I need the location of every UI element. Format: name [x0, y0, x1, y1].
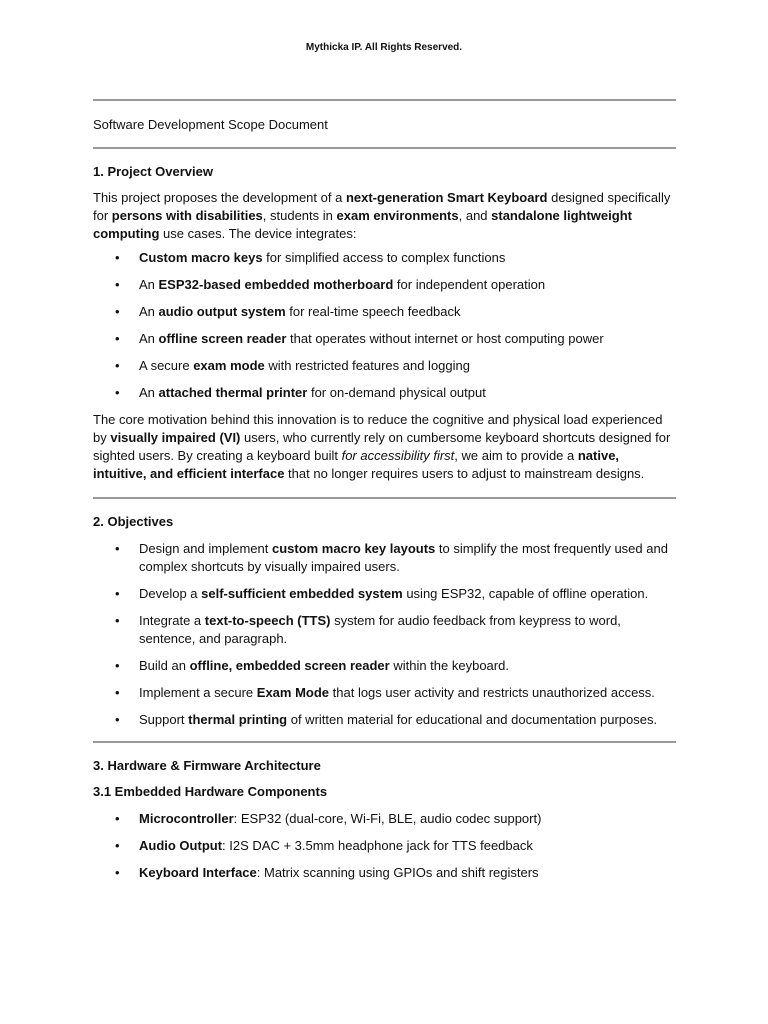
text-run: for simplified access to complex functions	[262, 250, 506, 265]
bullet-icon: •	[115, 331, 120, 346]
overview-feature-list	[93, 249, 676, 402]
text-run: : Matrix scanning using GPIOs and shift registers	[256, 865, 539, 880]
list-item	[93, 384, 676, 402]
section-heading-overview: 1. Project Overview	[93, 164, 213, 179]
bullet-icon: •	[115, 865, 120, 880]
list-item	[93, 303, 676, 321]
bullet-icon: •	[115, 358, 120, 373]
list-item	[93, 612, 676, 648]
text-run: next-generation Smart Keyboard	[345, 190, 548, 205]
text-run: system for audio feedback from keypress to word, sentence, and paragraph.	[139, 613, 621, 646]
text-run: Audio Output	[139, 838, 223, 853]
text-run: using ESP32, capable of offline operation.	[402, 586, 649, 601]
hardware-components-list	[93, 810, 676, 882]
list-item	[93, 585, 676, 603]
bullet-icon: •	[115, 685, 120, 700]
text-run: Design and implement	[139, 541, 272, 556]
text-run: custom macro key layouts	[271, 541, 436, 556]
section-heading-objectives: 2. Objectives	[93, 514, 174, 529]
overview-intro	[93, 189, 676, 243]
page-header: Mythicka IP. All Rights Reserved.	[305, 42, 463, 53]
text-run: Exam Mode	[256, 685, 330, 700]
text-run: This project proposes the development of a	[93, 190, 346, 205]
text-run: for real-time speech feedback	[285, 304, 461, 319]
text-run: Develop a	[139, 586, 202, 601]
document-body	[93, 99, 676, 891]
subsection-heading-hardware: 3.1 Embedded Hardware Components	[93, 784, 328, 799]
list-item	[93, 864, 676, 882]
text-run: : ESP32 (dual-core, Wi-Fi, BLE, audio codec support)	[233, 811, 542, 826]
text-run: native, intuitive, and efficient interface	[93, 448, 620, 481]
bullet-icon: •	[115, 586, 120, 601]
text-run: designed specifically for	[93, 190, 671, 223]
divider	[93, 99, 676, 101]
bullet-icon: •	[115, 304, 120, 319]
bullet-icon: •	[115, 811, 120, 826]
text-run: persons with disabilities	[111, 208, 263, 223]
text-run: : I2S DAC + 3.5mm headphone jack for TTS feedback	[222, 838, 533, 853]
divider	[93, 741, 676, 743]
text-run: attached thermal printer	[158, 385, 308, 400]
text-run: use cases. The device integrates:	[159, 226, 357, 241]
text-run: for independent operation	[393, 277, 546, 292]
bullet-icon: •	[115, 712, 120, 727]
list-item	[93, 657, 676, 675]
text-run: self-sufficient embedded system	[201, 586, 403, 601]
overview-closing	[93, 411, 676, 483]
text-run: that operates without internet or host computing power	[286, 331, 604, 346]
text-run: Support	[139, 712, 189, 727]
text-run: exam environments	[336, 208, 459, 223]
text-run: that no longer requires users to adjust to mainstream designs.	[284, 466, 645, 481]
bullet-icon: •	[115, 385, 120, 400]
text-run: , students in	[262, 208, 337, 223]
bullet-icon: •	[115, 658, 120, 673]
text-run: users, who currently rely on cumbersome keyboard shortcuts designed for sighted users. By creating a keyboard built	[93, 430, 671, 463]
text-run: thermal printing	[188, 712, 288, 727]
text-run: standalone lightweight computing	[93, 208, 632, 241]
text-run: , and	[458, 208, 492, 223]
bullet-icon: •	[115, 613, 120, 628]
text-run: of written material for educational and documentation purposes.	[287, 712, 658, 727]
text-run: offline, embedded screen reader	[189, 658, 390, 673]
text-run: within the keyboard.	[389, 658, 509, 673]
text-run: An	[139, 304, 159, 319]
bullet-icon: •	[115, 838, 120, 853]
text-run: for on-demand physical output	[307, 385, 486, 400]
text-run: offline screen reader	[158, 331, 287, 346]
text-run: with restricted features and logging	[264, 358, 470, 373]
text-run: audio output system	[158, 304, 286, 319]
bullet-icon: •	[115, 277, 120, 292]
objectives-list	[93, 540, 676, 729]
bullet-icon: •	[115, 250, 120, 265]
text-run: ESP32-based embedded motherboard	[158, 277, 394, 292]
text-run: , we aim to provide a	[454, 448, 578, 463]
text-run: text-to-speech (TTS)	[204, 613, 331, 628]
text-run: for accessibility first	[341, 448, 455, 463]
divider	[93, 147, 676, 149]
list-item	[93, 684, 676, 702]
list-item	[93, 357, 676, 375]
list-item	[93, 711, 676, 729]
bullet-icon: •	[115, 541, 120, 556]
text-run: Custom macro keys	[139, 250, 263, 265]
document-title: Software Development Scope Document	[93, 117, 328, 132]
list-item	[93, 837, 676, 855]
divider	[93, 497, 676, 499]
text-run: Keyboard Interface	[139, 865, 257, 880]
text-run: to simplify the most frequently used and complex shortcuts by visually impaired users.	[139, 541, 668, 574]
text-run: Build an	[139, 658, 190, 673]
text-run: The core motivation behind this innovation is to reduce the cognitive and physical load experienced by	[93, 412, 663, 445]
list-item	[93, 276, 676, 294]
text-run: An	[139, 331, 159, 346]
text-run: that logs user activity and restricts unauthorized access.	[329, 685, 655, 700]
text-run: An	[139, 277, 159, 292]
text-run: Microcontroller	[139, 811, 234, 826]
text-run: Integrate a	[139, 613, 205, 628]
list-item	[93, 540, 676, 576]
list-item	[93, 810, 676, 828]
list-item	[93, 330, 676, 348]
text-run: A secure	[139, 358, 194, 373]
text-run: visually impaired (VI)	[110, 430, 241, 445]
list-item	[93, 249, 676, 267]
text-run: Implement a secure	[139, 685, 257, 700]
section-heading-architecture: 3. Hardware & Firmware Architecture	[93, 758, 321, 773]
text-run: exam mode	[193, 358, 265, 373]
text-run: An	[139, 385, 159, 400]
